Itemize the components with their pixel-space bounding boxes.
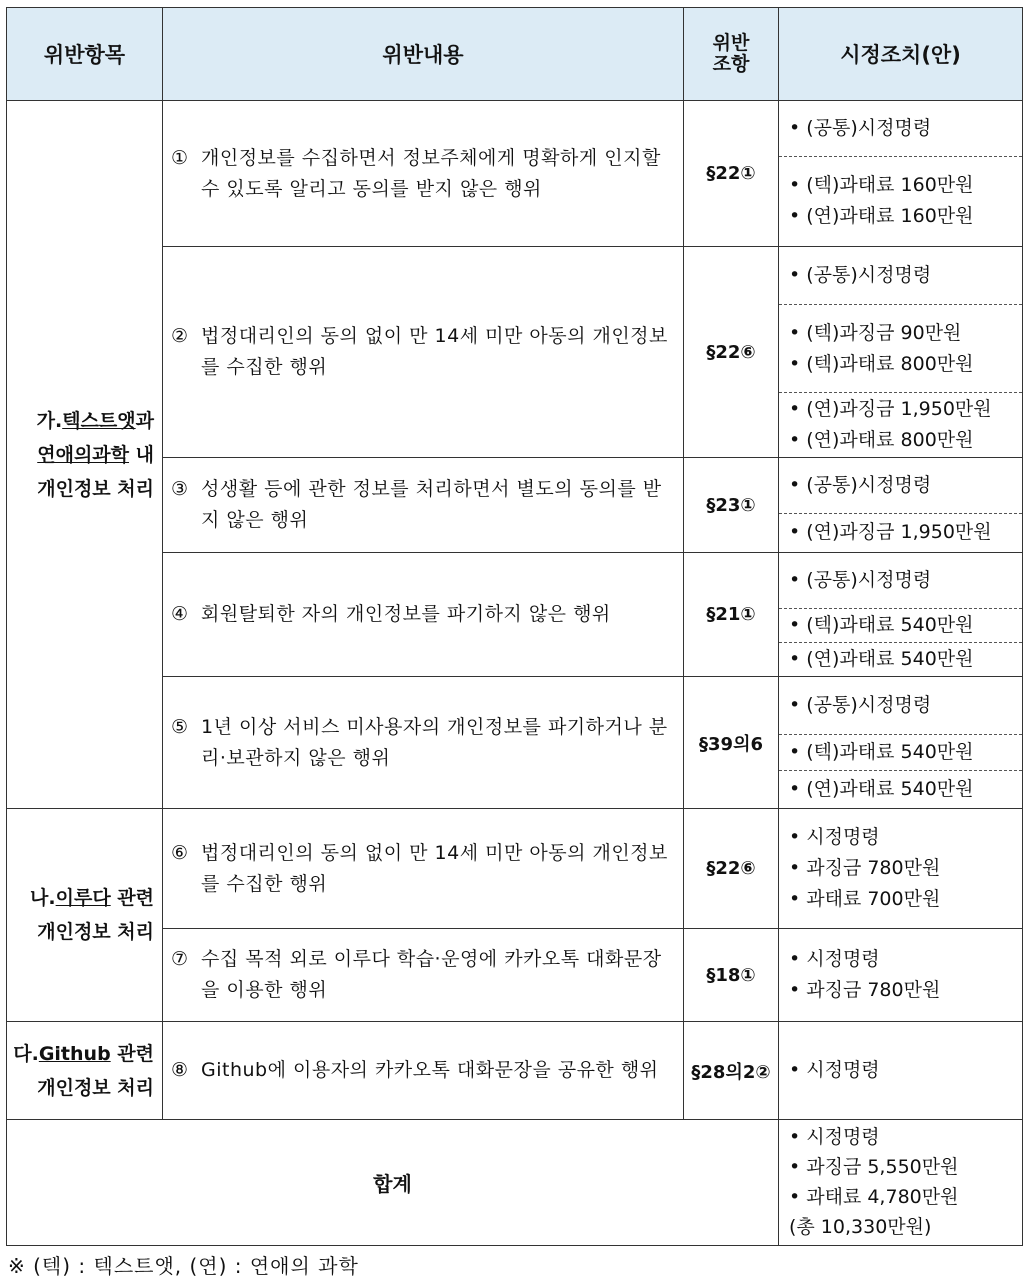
category-suffix: 내 <box>129 443 154 466</box>
violation-number: ⑤ <box>171 715 189 738</box>
violation-text: 수집 목적 외로 이루다 학습·운영에 카카오톡 대화문장을 이용한 행위 <box>201 948 662 1001</box>
action-item: • 과태료 700만원 <box>789 887 941 910</box>
total-row <box>7 1120 1023 1246</box>
action-item: • (텍)과태료 800만원 <box>789 352 974 375</box>
violation-number: ② <box>171 325 189 347</box>
action-group <box>779 553 1022 609</box>
action-group <box>779 514 1022 551</box>
action-cell <box>779 247 1023 458</box>
action-group <box>779 157 1022 245</box>
violation-content <box>163 458 684 553</box>
total-action-cell <box>779 1120 1023 1246</box>
action-group <box>779 809 1022 927</box>
violation-number: ⑥ <box>171 841 189 864</box>
action-group <box>779 393 1022 456</box>
action-item: • 과징금 5,550만원 <box>789 1156 959 1178</box>
action-group <box>779 101 1022 157</box>
violation-number: ⑦ <box>171 948 189 970</box>
action-cell <box>779 553 1023 677</box>
violation-content <box>163 101 684 247</box>
action-item: • 과태료 4,780만원 <box>789 1186 959 1208</box>
header-law-line2: 조항 <box>712 53 750 75</box>
law-article: §18① <box>684 929 779 1022</box>
action-cell <box>779 458 1023 553</box>
table-row <box>7 101 1023 247</box>
header-law <box>684 8 779 101</box>
category-line: 개인정보 처리 <box>37 921 154 943</box>
violation-number: ④ <box>171 603 189 625</box>
action-item: • (공통)시정명령 <box>789 117 932 139</box>
category-line: 개인정보 처리 <box>37 1076 154 1099</box>
law-article: §22① <box>684 101 779 247</box>
violation-number: ③ <box>171 478 189 500</box>
category-da <box>7 1022 163 1120</box>
action-item: • 과징금 780만원 <box>789 978 941 1001</box>
category-prefix: 다. <box>13 1042 39 1065</box>
violation-number: ⑧ <box>171 1059 189 1081</box>
action-cell <box>779 809 1023 929</box>
violation-text: 성생활 등에 관한 정보를 처리하면서 별도의 동의를 받지 않은 행위 <box>201 478 662 531</box>
action-item: • (연)과태료 160만원 <box>789 205 974 227</box>
law-article: §39의6 <box>684 677 779 809</box>
action-item: • (텍)과징금 90만원 <box>789 321 962 344</box>
footnote: ※ (텍) : 텍스트앳, (연) : 연애의 과학 <box>8 1254 359 1278</box>
action-item: • (연)과태료 540만원 <box>789 777 974 800</box>
total-label: 합계 <box>7 1120 779 1246</box>
violation-content <box>163 677 684 809</box>
action-group <box>779 1120 1022 1244</box>
violation-text: Github에 이용자의 카카오톡 대화문장을 공유한 행위 <box>201 1059 659 1081</box>
action-item: • (연)과태료 800만원 <box>789 428 974 451</box>
action-item: • 시정명령 <box>789 825 880 848</box>
header-law-line1: 위반 <box>712 32 750 54</box>
violation-number: ① <box>171 146 189 169</box>
law-article: §23① <box>684 458 779 553</box>
action-group <box>779 643 1022 675</box>
action-group <box>779 677 1022 735</box>
action-item: • (연)과징금 1,950만원 <box>789 397 992 420</box>
violation-text: 1년 이상 서비스 미사용자의 개인정보를 파기하거나 분리·보관하지 않은 행위 <box>201 715 668 769</box>
action-group <box>779 305 1022 393</box>
action-item: • (공통)시정명령 <box>789 474 932 496</box>
action-group <box>779 458 1022 514</box>
table-row <box>7 1022 1023 1120</box>
law-article: §22⑥ <box>684 809 779 929</box>
table-row <box>7 809 1023 929</box>
category-name: 연애의과학 <box>37 443 130 466</box>
violation-text: 법정대리인의 동의 없이 만 14세 미만 아동의 개인정보를 수집한 행위 <box>201 325 668 378</box>
violation-content <box>163 929 684 1022</box>
category-name: Github <box>38 1042 111 1065</box>
category-line: 개인정보 처리 <box>37 477 154 500</box>
action-item: • (공통)시정명령 <box>789 694 932 716</box>
action-item: • 시정명령 <box>789 1126 880 1148</box>
action-item: • (공통)시정명령 <box>789 264 932 286</box>
violation-content <box>163 553 684 677</box>
action-item: • 시정명령 <box>789 1058 880 1081</box>
category-name: 텍스트앳 <box>62 409 136 432</box>
violation-text: 개인정보를 수집하면서 정보주체에게 명확하게 인지할 수 있도록 알리고 동의를 받지 않은 행위 <box>201 146 661 200</box>
category-ga <box>7 101 163 809</box>
action-item: • (텍)과태료 540만원 <box>789 741 974 763</box>
law-article: §28의2② <box>684 1022 779 1120</box>
action-group <box>779 771 1022 807</box>
category-prefix: 나. <box>30 887 56 909</box>
category-suffix: 과 <box>135 409 154 432</box>
action-item: • 시정명령 <box>789 947 880 970</box>
action-cell <box>779 101 1023 247</box>
header-content: 위반내용 <box>163 8 684 101</box>
violation-content <box>163 1022 684 1120</box>
category-suffix: 관련 <box>110 1042 154 1065</box>
action-group <box>779 1022 1022 1118</box>
violation-content <box>163 247 684 458</box>
total-sum: (총 10,330만원) <box>789 1216 932 1238</box>
action-item: • 과징금 780만원 <box>789 856 941 879</box>
action-cell <box>779 929 1023 1022</box>
category-suffix: 관련 <box>110 887 154 909</box>
law-article: §21① <box>684 553 779 677</box>
header-item: 위반항목 <box>7 8 163 101</box>
violation-content <box>163 809 684 929</box>
violation-text: 법정대리인의 동의 없이 만 14세 미만 아동의 개인정보를 수집한 행위 <box>201 841 668 895</box>
category-na <box>7 809 163 1022</box>
action-item: • (텍)과태료 540만원 <box>789 614 974 636</box>
action-item: • (공통)시정명령 <box>789 569 932 591</box>
header-action: 시정조치(안) <box>779 8 1023 101</box>
action-cell <box>779 677 1023 809</box>
violation-text: 회원탈퇴한 자의 개인정보를 파기하지 않은 행위 <box>201 603 611 625</box>
action-group <box>779 247 1022 305</box>
category-prefix: 가. <box>36 409 63 432</box>
header-row <box>7 8 1023 101</box>
violations-table <box>6 7 1023 1246</box>
action-group <box>779 929 1022 1020</box>
action-item: • (텍)과태료 160만원 <box>789 174 974 196</box>
action-cell <box>779 1022 1023 1120</box>
action-item: • (연)과태료 540만원 <box>789 647 974 670</box>
action-group <box>779 609 1022 643</box>
action-item: • (연)과징금 1,950만원 <box>789 521 992 543</box>
category-name: 이루다 <box>55 887 111 909</box>
law-article: §22⑥ <box>684 247 779 458</box>
action-group <box>779 735 1022 771</box>
